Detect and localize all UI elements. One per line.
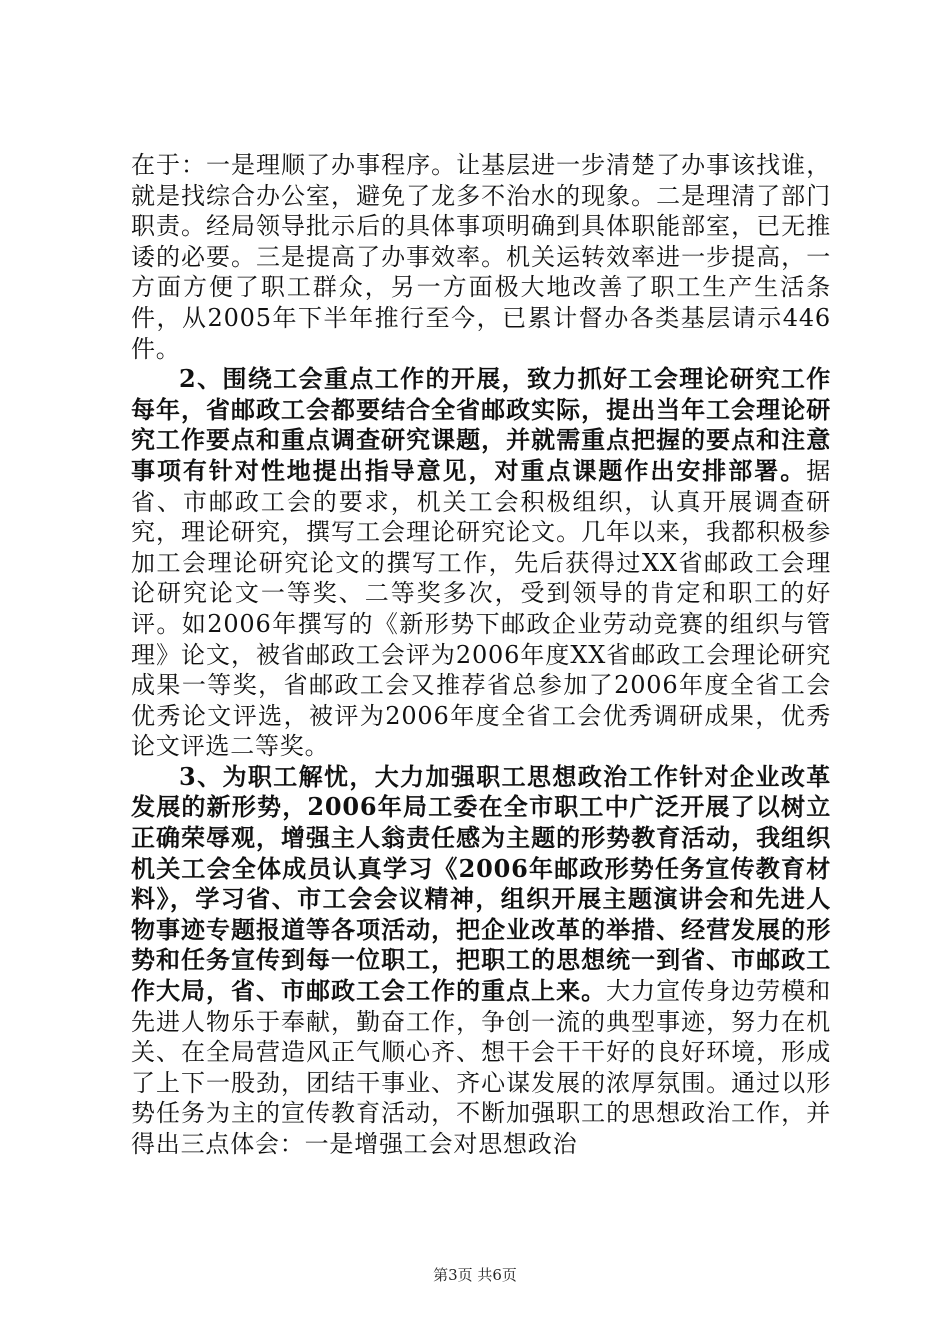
paragraph-2-text: 据省、市邮政工会的要求，机关工会积极组织，认真开展调查研究，理论研究，撰写工会理论研究论文。几年以来，我都积极参加工会理论研究论文的撰写工作，先后获得过XX省邮政工会理论研究论文一等奖、二等奖多次，受到领导的肯定和职工的好评。如2006年撰写的《新形势下邮政企业劳动竞赛的组织与管理》论文，被省邮政工会评为2006年度XX省邮政工会理论研究成果一等奖，省邮政工会又推荐省总参加了2006年度全省工会优秀论文评选，被评为2006年度全省工会优秀调研成果，优秀论文评选二等奖。 xyxy=(131,456,831,761)
paragraph-2-heading: 2、围绕工会重点工作的开展，致力抓好工会理论研究工作每年，省邮政工会都要结合全省邮政实际，提出当年工会理论研究工作要点和重点调查研究课题，并就需重点把握的要点和注意事项有针对性地提出指导意见，对重点课题作出安排部署。 xyxy=(131,364,831,485)
page-number-footer: 第3页 共6页 xyxy=(433,1266,517,1284)
paragraph-3-text: 大力宣传身边劳模和先进人物乐于奉献，勤奋工作，争创一流的典型事迹，努力在机关、在全局营造风正气顺心齐、想干会干干好的良好环境，形成了上下一股劲，团结干事业、齐心谋发展的浓厚氛围。通过以形势任务为主的宣传教育活动，不断加强职工的思想政治工作，并得出三点体会：一是增强工会对思想政治 xyxy=(131,977,831,1158)
paragraph-1-text: 在于：一是理顺了办事程序。让基层进一步清楚了办事该找谁，就是找综合办公室，避免了龙多不治水的现象。二是理清了部门职责。经局领导批示后的具体事项明确到具体职能部室，已无推诿的必要。三是提高了办事效率。机关运转效率进一步提高，一方面方便了职工群众，另一方面极大地改善了职工生产生活条件，从2005年下半年推行至今，已累计督办各类基层请示446件。 xyxy=(131,151,831,363)
paragraph-2 xyxy=(131,364,831,762)
paragraph-3-heading: 3、为职工解忧，大力加强职工思想政治工作针对企业改革发展的新形势，2006年局工委在全市职工中广泛开展了以树立正确荣辱观，增强主人翁责任感为主题的形势教育活动，我组织机关工会全体成员认真学习《2006年邮政形势任务宣传教育材料》，学习省、市工会会议精神，组织开展主题演讲会和先进人物事迹专题报道等各项活动，把企业改革的举措、经营发展的形势和任务宣传到每一位职工，把职工的思想统一到省、市邮政工作大局，省、市邮政工会工作的重点上来。 xyxy=(131,761,831,1006)
paragraph-1 xyxy=(131,150,831,364)
paragraph-3 xyxy=(131,762,831,1160)
document-body xyxy=(131,150,831,1160)
